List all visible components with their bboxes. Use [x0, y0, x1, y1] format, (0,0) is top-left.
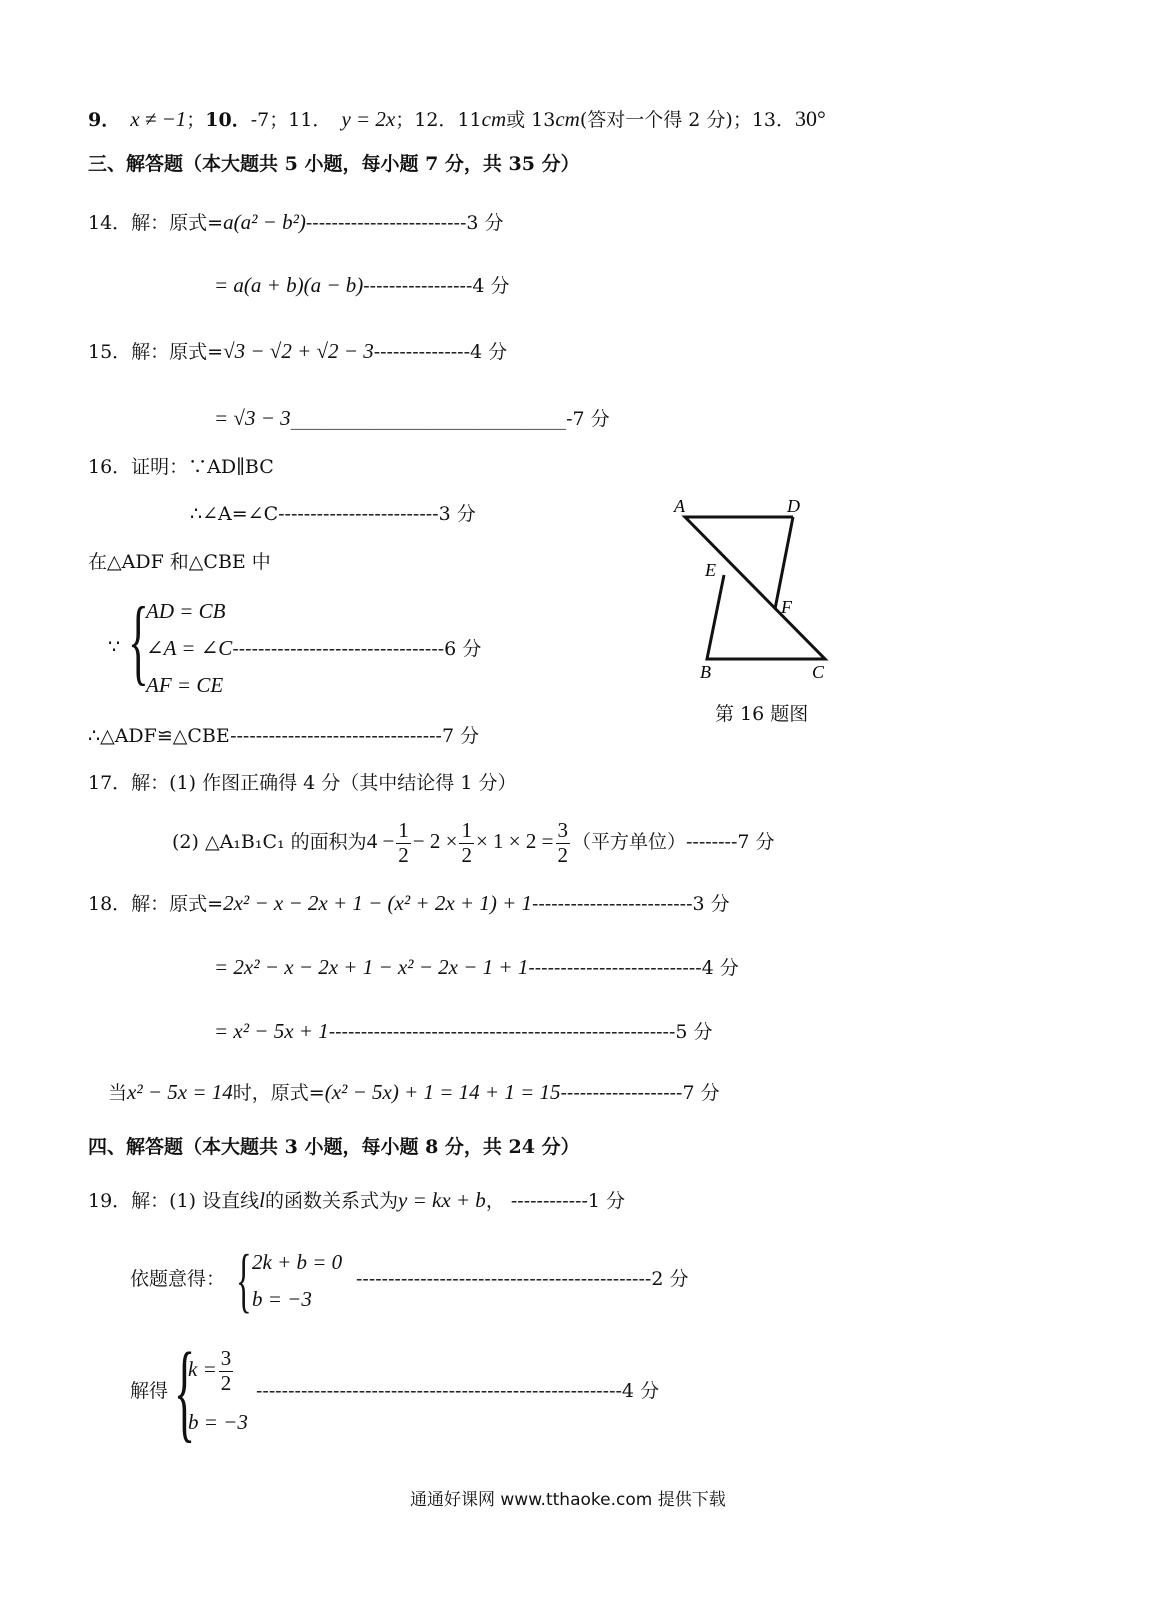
q17-expr-b: − 2 × — [412, 829, 458, 853]
q19-line-l: l — [259, 1188, 265, 1212]
q18-expr-3: = x² − 5x + 1 — [214, 1019, 329, 1043]
fraction-denominator: 2 — [220, 1370, 232, 1395]
q18-expr-1: 2x² − x − 2x + 1 − (x² + 2x + 1) + 1 — [223, 891, 532, 915]
q19-line-1 — [88, 1190, 625, 1211]
q19-sys2-k — [188, 1346, 235, 1395]
q18-mid-text: 时，原式= — [232, 1082, 325, 1104]
q17-line-2 — [172, 818, 775, 867]
label-A: A — [674, 496, 685, 516]
q15-line-1 — [88, 341, 507, 362]
q19-sys2-dash: ---------------------------------------------------------4 分 — [256, 1380, 660, 1402]
q11-number: ；11． — [269, 109, 332, 131]
label-F: F — [781, 597, 792, 617]
q18-expr-4: (x² − 5x) + 1 = 14 + 1 = 15 — [324, 1080, 561, 1104]
q18-line-3 — [214, 1021, 713, 1042]
left-brace: { — [128, 587, 149, 694]
q15-line-2 — [214, 408, 610, 429]
q18-line-1 — [88, 893, 730, 914]
figure-16-caption: 第 16 题图 — [715, 703, 809, 725]
q14-expr-1: a(a² − b²) — [223, 210, 306, 234]
q14-expr-2: = a(a + b)(a − b) — [214, 273, 364, 297]
q18-line-4 — [108, 1082, 720, 1103]
label-D: D — [787, 496, 800, 516]
fraction-denominator: 2 — [461, 842, 472, 867]
fraction-denominator: 2 — [398, 842, 409, 867]
q16-line-3: 在△ADF 和△CBE 中 — [88, 551, 271, 573]
fraction-numerator: 3 — [220, 1346, 232, 1371]
label-E: E — [705, 560, 716, 580]
score-dash: -------------------------3 分 — [305, 212, 504, 234]
q9-number: 9． — [88, 109, 121, 131]
q16-eq-3: AF = CE — [146, 673, 224, 697]
score-dash: ------------------------------------------------------5 分 — [328, 1021, 713, 1043]
q18-label: 18．解：原式= — [88, 893, 224, 915]
figure-16 — [660, 490, 880, 690]
fraction-k — [219, 1347, 234, 1394]
q17-line-1: 17．解：(1) 作图正确得 4 分（其中结论得 1 分） — [88, 772, 517, 794]
footer: 通通好课网 www.tthaoke.com 提供下载 — [410, 1490, 726, 1510]
q17-expr-a: 4 − — [366, 829, 395, 853]
label-C: C — [812, 662, 825, 682]
q13-number: ；13． — [732, 109, 796, 131]
q12-answer-a: 11 — [457, 109, 482, 131]
q19-sys1-eq1: 2k + b = 0 — [252, 1250, 343, 1274]
q16-conclusion: ∴△ADF≌△CBE---------------------------------7 分 — [88, 725, 480, 747]
unit-cm: cm — [555, 107, 580, 131]
unit-cm: cm — [481, 107, 507, 131]
q9-answer: x ≠ −1 — [130, 107, 187, 131]
q16-line-2: ∴∠A=∠C-------------------------3 分 — [190, 503, 476, 525]
q19-k-eq: k = — [188, 1357, 217, 1381]
q18-line-2 — [214, 957, 739, 978]
fraction-1 — [396, 819, 411, 866]
q12-note: (答对一个得 2 分) — [579, 109, 733, 131]
q10-answer: -7 — [250, 109, 270, 131]
q18-when: 当 — [108, 1082, 128, 1104]
score-dash: ---------------------------4 分 — [528, 957, 739, 979]
label-B: B — [700, 662, 711, 682]
q15-expr-1: √3 − √2 + √2 − 3 — [223, 339, 374, 363]
q19-mid-text: 的函数关系式为 — [264, 1190, 398, 1212]
score-dash: -----------------4 分 — [363, 275, 510, 297]
q17-expr-c: × 1 × 2 = — [475, 829, 554, 853]
score-dash: ---------------------------------6 分 — [232, 638, 482, 660]
left-brace: { — [236, 1240, 252, 1320]
q13-answer: 30° — [795, 106, 826, 131]
because-symbol: ∵ — [108, 636, 121, 658]
q17-unit-and-score: （平方单位）--------7 分 — [572, 831, 775, 853]
q19-sys1-dash: ----------------------------------------------2 分 — [356, 1268, 689, 1290]
q17-area-text: (2) △A₁B₁C₁ 的面积为 — [172, 831, 367, 853]
q14-line-2 — [214, 275, 510, 296]
q19-sys1-eq2: b = −3 — [252, 1287, 312, 1311]
fraction-numerator: 1 — [398, 818, 409, 843]
score-dash: ---------------4 分 — [373, 341, 508, 363]
q19-sys2-b: b = −3 — [188, 1410, 248, 1434]
q16-eq-2-row — [146, 638, 481, 659]
fraction-numerator: 3 — [557, 818, 568, 843]
score-dash: -------------------7 分 — [560, 1082, 720, 1104]
q16-eq-2: ∠A = ∠C — [146, 636, 233, 660]
q11-answer: y = 2x — [341, 107, 396, 131]
fraction-2 — [459, 819, 474, 866]
q10-number: 10． — [205, 109, 251, 131]
q19-solve-label: 解得 — [130, 1380, 169, 1402]
score-dash: ， ------------1 分 — [485, 1190, 626, 1212]
figure-16-lines — [685, 517, 825, 659]
q16-line-1: 16．证明：∵AD∥BC — [88, 456, 274, 478]
score-dash: _____________________________-7 分 — [290, 408, 610, 430]
fraction-denominator: 2 — [557, 842, 568, 867]
q18-expr-2: = 2x² − x − 2x + 1 − x² − 2x − 1 + 1 — [214, 955, 529, 979]
score-dash: -------------------------3 分 — [532, 893, 730, 915]
fraction-numerator: 1 — [461, 818, 472, 843]
q18-condition: x² − 5x = 14 — [127, 1080, 233, 1104]
q19-expr: y = kx + b — [398, 1188, 486, 1212]
section-4-header: 四、解答题（本大题共 3 小题，每小题 8 分，共 24 分） — [88, 1136, 580, 1158]
q14-line-1 — [88, 212, 504, 233]
q15-expr-2: = √3 − 3 — [214, 406, 291, 430]
section-3-header: 三、解答题（本大题共 5 小题，每小题 7 分，共 35 分） — [88, 153, 580, 175]
q16-eq-1: AD = CB — [146, 599, 226, 623]
separator: ； — [186, 109, 206, 131]
q15-label: 15．解：原式= — [88, 341, 224, 363]
q12-or: 或 13 — [506, 109, 556, 131]
q19-label: 19．解：(1) 设直线 — [88, 1190, 260, 1212]
fraction-3 — [556, 819, 571, 866]
q12-number: ；12． — [395, 109, 458, 131]
q19-given-label: 依题意得： — [130, 1268, 226, 1290]
segment-DF — [775, 517, 793, 609]
left-brace: { — [174, 1330, 196, 1452]
answers-9-13 — [88, 108, 826, 130]
q14-label: 14．解：原式= — [88, 212, 224, 234]
